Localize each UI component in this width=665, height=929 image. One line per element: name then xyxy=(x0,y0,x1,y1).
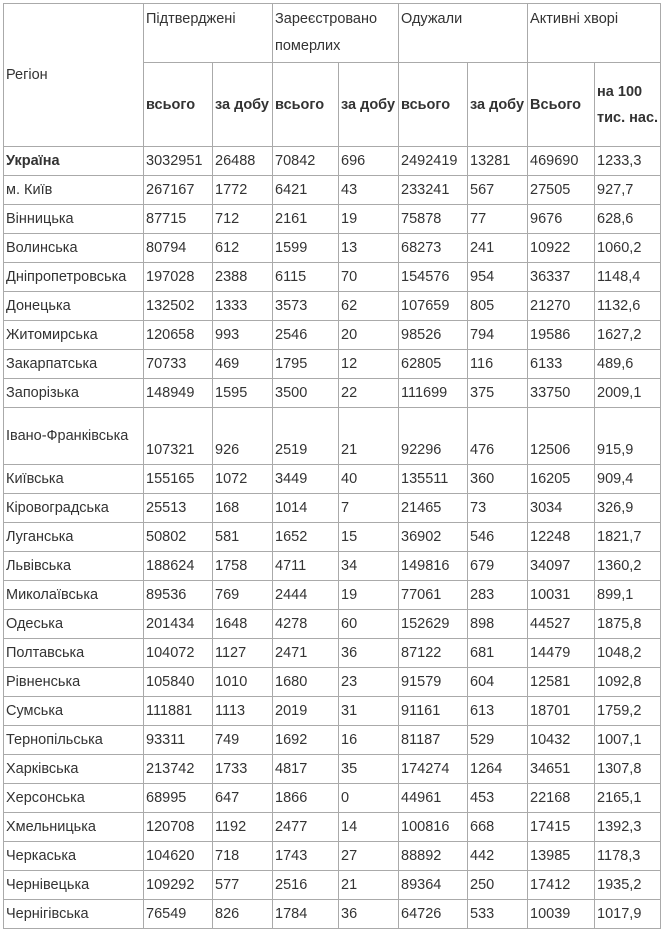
cell-active-per100k: 1017,9 xyxy=(595,900,661,929)
table-row xyxy=(4,610,661,639)
cell-region: Рівненська xyxy=(4,668,144,697)
cell-region: Тернопільська xyxy=(4,726,144,755)
cell-recovered-day: 241 xyxy=(468,234,528,263)
cell-deaths-day: 62 xyxy=(339,292,399,321)
header-active: Активні хворі xyxy=(528,4,661,63)
cell-recovered-total: 100816 xyxy=(399,813,468,842)
cell-region: Донецька xyxy=(4,292,144,321)
cell-active-per100k: 1821,7 xyxy=(595,523,661,552)
cell-recovered-day: 529 xyxy=(468,726,528,755)
cell-confirmed-day: 1010 xyxy=(213,668,273,697)
cell-deaths-total: 1014 xyxy=(273,494,339,523)
table-row xyxy=(4,697,661,726)
cell-region: Київська xyxy=(4,465,144,494)
cell-deaths-total: 2471 xyxy=(273,639,339,668)
table-row xyxy=(4,726,661,755)
cell-region: Луганська xyxy=(4,523,144,552)
cell-deaths-day: 14 xyxy=(339,813,399,842)
cell-recovered-day: 898 xyxy=(468,610,528,639)
cell-confirmed-total: 267167 xyxy=(144,176,213,205)
cell-region: Сумська xyxy=(4,697,144,726)
table-row xyxy=(4,234,661,263)
cell-recovered-total: 233241 xyxy=(399,176,468,205)
cell-confirmed-total: 120708 xyxy=(144,813,213,842)
table-row xyxy=(4,552,661,581)
cell-confirmed-total: 80794 xyxy=(144,234,213,263)
table-row xyxy=(4,292,661,321)
cell-active-per100k: 628,6 xyxy=(595,205,661,234)
cell-active-total: 36337 xyxy=(528,263,595,292)
cell-deaths-day: 70 xyxy=(339,263,399,292)
cell-region: Львівська xyxy=(4,552,144,581)
cell-active-total: 34097 xyxy=(528,552,595,581)
cell-active-per100k: 2009,1 xyxy=(595,379,661,408)
table-row xyxy=(4,813,661,842)
cell-deaths-total: 6115 xyxy=(273,263,339,292)
cell-confirmed-day: 581 xyxy=(213,523,273,552)
cell-deaths-total: 1743 xyxy=(273,842,339,871)
cell-recovered-day: 13281 xyxy=(468,147,528,176)
cell-region: Одеська xyxy=(4,610,144,639)
cell-recovered-day: 73 xyxy=(468,494,528,523)
cell-active-per100k: 1060,2 xyxy=(595,234,661,263)
table-row xyxy=(4,379,661,408)
cell-deaths-day: 21 xyxy=(339,871,399,900)
cell-deaths-day: 27 xyxy=(339,842,399,871)
cell-confirmed-total: 50802 xyxy=(144,523,213,552)
cell-recovered-total: 152629 xyxy=(399,610,468,639)
cell-active-total: 10922 xyxy=(528,234,595,263)
cell-confirmed-total: 93311 xyxy=(144,726,213,755)
cell-confirmed-day: 1758 xyxy=(213,552,273,581)
header-confirmed-total: всього xyxy=(144,63,213,147)
cell-deaths-day: 36 xyxy=(339,639,399,668)
cell-deaths-total: 2019 xyxy=(273,697,339,726)
cell-recovered-day: 77 xyxy=(468,205,528,234)
header-recovered-total: всього xyxy=(399,63,468,147)
cell-active-per100k: 2165,1 xyxy=(595,784,661,813)
cell-region: Кіровоградська xyxy=(4,494,144,523)
cell-confirmed-day: 749 xyxy=(213,726,273,755)
cell-deaths-total: 3449 xyxy=(273,465,339,494)
cell-deaths-day: 19 xyxy=(339,205,399,234)
cell-recovered-day: 668 xyxy=(468,813,528,842)
cell-active-per100k: 1048,2 xyxy=(595,639,661,668)
cell-active-total: 10432 xyxy=(528,726,595,755)
cell-recovered-day: 283 xyxy=(468,581,528,610)
cell-deaths-total: 2516 xyxy=(273,871,339,900)
cell-active-total: 17412 xyxy=(528,871,595,900)
cell-recovered-day: 116 xyxy=(468,350,528,379)
cell-deaths-day: 60 xyxy=(339,610,399,639)
cell-recovered-total: 135511 xyxy=(399,465,468,494)
cell-deaths-total: 2546 xyxy=(273,321,339,350)
cell-active-per100k: 1935,2 xyxy=(595,871,661,900)
cell-active-per100k: 326,9 xyxy=(595,494,661,523)
cell-deaths-total: 2444 xyxy=(273,581,339,610)
header-region: Регіон xyxy=(4,4,144,147)
cell-confirmed-total: 107321 xyxy=(144,408,213,465)
cell-confirmed-total: 201434 xyxy=(144,610,213,639)
cell-recovered-day: 794 xyxy=(468,321,528,350)
table-row xyxy=(4,408,661,465)
cell-recovered-total: 21465 xyxy=(399,494,468,523)
table-row xyxy=(4,784,661,813)
cell-confirmed-day: 1113 xyxy=(213,697,273,726)
cell-active-per100k: 899,1 xyxy=(595,581,661,610)
header-recovered: Одужали xyxy=(399,4,528,63)
cell-confirmed-total: 3032951 xyxy=(144,147,213,176)
cell-confirmed-day: 2388 xyxy=(213,263,273,292)
cell-confirmed-total: 76549 xyxy=(144,900,213,929)
header-active-total: Всього xyxy=(528,63,595,147)
cell-recovered-day: 567 xyxy=(468,176,528,205)
cell-confirmed-total: 89536 xyxy=(144,581,213,610)
cell-recovered-day: 954 xyxy=(468,263,528,292)
table-row xyxy=(4,900,661,929)
cell-deaths-day: 36 xyxy=(339,900,399,929)
cell-confirmed-total: 109292 xyxy=(144,871,213,900)
cell-recovered-total: 98526 xyxy=(399,321,468,350)
cell-deaths-total: 1652 xyxy=(273,523,339,552)
header-deaths-day: за добу xyxy=(339,63,399,147)
cell-active-per100k: 927,7 xyxy=(595,176,661,205)
cell-confirmed-total: 111881 xyxy=(144,697,213,726)
cell-deaths-day: 40 xyxy=(339,465,399,494)
cell-recovered-total: 64726 xyxy=(399,900,468,929)
cell-recovered-day: 681 xyxy=(468,639,528,668)
cell-recovered-day: 476 xyxy=(468,408,528,465)
table-row xyxy=(4,755,661,784)
cell-active-per100k: 1627,2 xyxy=(595,321,661,350)
cell-deaths-total: 1599 xyxy=(273,234,339,263)
cell-region: Україна xyxy=(4,147,144,176)
cell-region: Запорізька xyxy=(4,379,144,408)
table-row xyxy=(4,263,661,292)
cell-recovered-day: 805 xyxy=(468,292,528,321)
cell-region: Миколаївська xyxy=(4,581,144,610)
cell-deaths-day: 13 xyxy=(339,234,399,263)
cell-active-per100k: 1392,3 xyxy=(595,813,661,842)
cell-active-total: 12581 xyxy=(528,668,595,697)
cell-recovered-total: 111699 xyxy=(399,379,468,408)
cell-confirmed-day: 769 xyxy=(213,581,273,610)
cell-region: Хмельницька xyxy=(4,813,144,842)
table-row xyxy=(4,350,661,379)
cell-confirmed-total: 148949 xyxy=(144,379,213,408)
cell-recovered-day: 360 xyxy=(468,465,528,494)
cell-region: Вінницька xyxy=(4,205,144,234)
cell-deaths-day: 23 xyxy=(339,668,399,697)
header-confirmed-day: за добу xyxy=(213,63,273,147)
cell-deaths-total: 70842 xyxy=(273,147,339,176)
cell-deaths-total: 4817 xyxy=(273,755,339,784)
table-row xyxy=(4,639,661,668)
cell-confirmed-day: 1072 xyxy=(213,465,273,494)
cell-deaths-total: 2519 xyxy=(273,408,339,465)
cell-active-total: 22168 xyxy=(528,784,595,813)
cell-confirmed-total: 213742 xyxy=(144,755,213,784)
cell-region: Херсонська xyxy=(4,784,144,813)
cell-confirmed-day: 26488 xyxy=(213,147,273,176)
cell-deaths-total: 2477 xyxy=(273,813,339,842)
cell-active-per100k: 1178,3 xyxy=(595,842,661,871)
cell-active-total: 12248 xyxy=(528,523,595,552)
cell-confirmed-total: 104620 xyxy=(144,842,213,871)
cell-recovered-total: 68273 xyxy=(399,234,468,263)
table-row xyxy=(4,465,661,494)
cell-confirmed-day: 647 xyxy=(213,784,273,813)
cell-deaths-day: 43 xyxy=(339,176,399,205)
covid-stats-table xyxy=(3,3,661,929)
cell-active-total: 16205 xyxy=(528,465,595,494)
cell-deaths-total: 1795 xyxy=(273,350,339,379)
cell-region: Чернігівська xyxy=(4,900,144,929)
cell-region: Волинська xyxy=(4,234,144,263)
cell-confirmed-day: 1595 xyxy=(213,379,273,408)
cell-active-total: 19586 xyxy=(528,321,595,350)
cell-recovered-day: 546 xyxy=(468,523,528,552)
cell-deaths-day: 15 xyxy=(339,523,399,552)
cell-recovered-day: 1264 xyxy=(468,755,528,784)
cell-active-total: 3034 xyxy=(528,494,595,523)
cell-confirmed-day: 1333 xyxy=(213,292,273,321)
cell-deaths-day: 0 xyxy=(339,784,399,813)
table-row xyxy=(4,842,661,871)
cell-recovered-day: 250 xyxy=(468,871,528,900)
cell-recovered-day: 679 xyxy=(468,552,528,581)
cell-recovered-total: 89364 xyxy=(399,871,468,900)
header-confirmed: Підтверджені xyxy=(144,4,273,63)
cell-deaths-day: 7 xyxy=(339,494,399,523)
cell-recovered-day: 375 xyxy=(468,379,528,408)
cell-deaths-total: 1866 xyxy=(273,784,339,813)
cell-confirmed-total: 155165 xyxy=(144,465,213,494)
cell-deaths-total: 1784 xyxy=(273,900,339,929)
cell-confirmed-day: 577 xyxy=(213,871,273,900)
cell-recovered-total: 77061 xyxy=(399,581,468,610)
cell-active-per100k: 915,9 xyxy=(595,408,661,465)
cell-active-total: 27505 xyxy=(528,176,595,205)
cell-recovered-total: 107659 xyxy=(399,292,468,321)
header-active-per100k: на 100 тис. нас. xyxy=(595,63,661,147)
cell-recovered-total: 36902 xyxy=(399,523,468,552)
cell-deaths-day: 20 xyxy=(339,321,399,350)
cell-recovered-day: 453 xyxy=(468,784,528,813)
cell-deaths-day: 22 xyxy=(339,379,399,408)
table-row xyxy=(4,871,661,900)
cell-recovered-day: 613 xyxy=(468,697,528,726)
cell-confirmed-total: 132502 xyxy=(144,292,213,321)
table-row xyxy=(4,494,661,523)
cell-deaths-total: 3573 xyxy=(273,292,339,321)
cell-recovered-total: 91161 xyxy=(399,697,468,726)
cell-confirmed-day: 1192 xyxy=(213,813,273,842)
cell-confirmed-day: 1733 xyxy=(213,755,273,784)
cell-deaths-total: 3500 xyxy=(273,379,339,408)
cell-confirmed-day: 168 xyxy=(213,494,273,523)
cell-confirmed-total: 87715 xyxy=(144,205,213,234)
cell-confirmed-total: 120658 xyxy=(144,321,213,350)
cell-active-total: 17415 xyxy=(528,813,595,842)
cell-recovered-total: 154576 xyxy=(399,263,468,292)
cell-region: Житомирська xyxy=(4,321,144,350)
table-row xyxy=(4,176,661,205)
cell-active-per100k: 1233,3 xyxy=(595,147,661,176)
table-row xyxy=(4,523,661,552)
cell-confirmed-total: 188624 xyxy=(144,552,213,581)
cell-recovered-day: 604 xyxy=(468,668,528,697)
cell-active-total: 33750 xyxy=(528,379,595,408)
cell-recovered-total: 75878 xyxy=(399,205,468,234)
cell-deaths-total: 2161 xyxy=(273,205,339,234)
cell-recovered-total: 44961 xyxy=(399,784,468,813)
cell-confirmed-day: 712 xyxy=(213,205,273,234)
cell-region: Івано-Франківська xyxy=(4,408,144,465)
cell-recovered-total: 2492419 xyxy=(399,147,468,176)
cell-confirmed-day: 469 xyxy=(213,350,273,379)
cell-region: м. Київ xyxy=(4,176,144,205)
cell-recovered-total: 81187 xyxy=(399,726,468,755)
cell-active-total: 18701 xyxy=(528,697,595,726)
cell-confirmed-day: 826 xyxy=(213,900,273,929)
cell-confirmed-total: 68995 xyxy=(144,784,213,813)
cell-deaths-day: 34 xyxy=(339,552,399,581)
table-body xyxy=(4,147,661,929)
cell-active-per100k: 1307,8 xyxy=(595,755,661,784)
cell-active-total: 10039 xyxy=(528,900,595,929)
cell-recovered-day: 442 xyxy=(468,842,528,871)
cell-deaths-total: 4278 xyxy=(273,610,339,639)
cell-active-per100k: 1148,4 xyxy=(595,263,661,292)
cell-active-per100k: 1007,1 xyxy=(595,726,661,755)
cell-active-total: 9676 xyxy=(528,205,595,234)
cell-active-per100k: 1875,8 xyxy=(595,610,661,639)
cell-active-total: 10031 xyxy=(528,581,595,610)
table-row xyxy=(4,147,661,176)
cell-region: Закарпатська xyxy=(4,350,144,379)
cell-active-total: 44527 xyxy=(528,610,595,639)
header-deaths-total: всього xyxy=(273,63,339,147)
cell-region: Черкаська xyxy=(4,842,144,871)
header-deaths: Зареєстровано померлих xyxy=(273,4,399,63)
cell-active-total: 14479 xyxy=(528,639,595,668)
table-row xyxy=(4,668,661,697)
cell-confirmed-day: 993 xyxy=(213,321,273,350)
cell-deaths-day: 12 xyxy=(339,350,399,379)
cell-deaths-total: 4711 xyxy=(273,552,339,581)
cell-confirmed-day: 718 xyxy=(213,842,273,871)
cell-recovered-total: 88892 xyxy=(399,842,468,871)
cell-recovered-total: 62805 xyxy=(399,350,468,379)
cell-active-total: 21270 xyxy=(528,292,595,321)
cell-region: Чернівецька xyxy=(4,871,144,900)
cell-confirmed-day: 1648 xyxy=(213,610,273,639)
cell-region: Полтавська xyxy=(4,639,144,668)
header-recovered-day: за добу xyxy=(468,63,528,147)
table-row xyxy=(4,321,661,350)
cell-active-total: 12506 xyxy=(528,408,595,465)
cell-recovered-day: 533 xyxy=(468,900,528,929)
cell-active-per100k: 1092,8 xyxy=(595,668,661,697)
cell-confirmed-day: 926 xyxy=(213,408,273,465)
cell-active-total: 469690 xyxy=(528,147,595,176)
table-row xyxy=(4,205,661,234)
cell-confirmed-day: 612 xyxy=(213,234,273,263)
cell-region: Харківська xyxy=(4,755,144,784)
cell-deaths-day: 696 xyxy=(339,147,399,176)
cell-recovered-total: 92296 xyxy=(399,408,468,465)
cell-deaths-total: 6421 xyxy=(273,176,339,205)
cell-deaths-day: 31 xyxy=(339,697,399,726)
cell-active-total: 13985 xyxy=(528,842,595,871)
cell-active-per100k: 489,6 xyxy=(595,350,661,379)
cell-deaths-day: 35 xyxy=(339,755,399,784)
cell-recovered-total: 174274 xyxy=(399,755,468,784)
cell-confirmed-day: 1772 xyxy=(213,176,273,205)
cell-deaths-day: 21 xyxy=(339,408,399,465)
cell-recovered-total: 91579 xyxy=(399,668,468,697)
cell-active-per100k: 1360,2 xyxy=(595,552,661,581)
cell-confirmed-day: 1127 xyxy=(213,639,273,668)
cell-confirmed-total: 25513 xyxy=(144,494,213,523)
table-row xyxy=(4,581,661,610)
cell-deaths-day: 16 xyxy=(339,726,399,755)
cell-recovered-total: 87122 xyxy=(399,639,468,668)
cell-active-per100k: 1132,6 xyxy=(595,292,661,321)
cell-confirmed-total: 197028 xyxy=(144,263,213,292)
cell-active-per100k: 909,4 xyxy=(595,465,661,494)
cell-deaths-total: 1692 xyxy=(273,726,339,755)
cell-deaths-day: 19 xyxy=(339,581,399,610)
cell-active-per100k: 1759,2 xyxy=(595,697,661,726)
cell-region: Дніпропетровська xyxy=(4,263,144,292)
cell-deaths-total: 1680 xyxy=(273,668,339,697)
cell-active-total: 34651 xyxy=(528,755,595,784)
cell-active-total: 6133 xyxy=(528,350,595,379)
cell-confirmed-total: 105840 xyxy=(144,668,213,697)
cell-recovered-total: 149816 xyxy=(399,552,468,581)
cell-confirmed-total: 104072 xyxy=(144,639,213,668)
cell-confirmed-total: 70733 xyxy=(144,350,213,379)
